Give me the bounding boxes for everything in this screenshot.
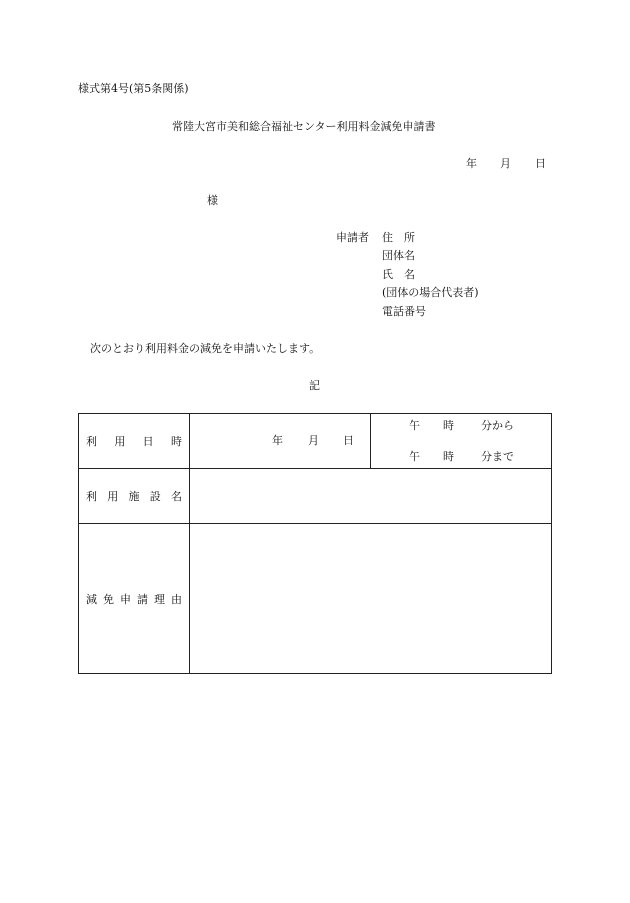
usage-datetime-label [79, 414, 190, 469]
label-char: 設 [149, 490, 161, 503]
applicant-phone-field: 電話番号 [382, 305, 426, 318]
label-char: 施 [128, 490, 140, 503]
time-from-suffix: 分から [481, 419, 514, 432]
time-to-noon: 午 [409, 450, 420, 463]
facility-name-label [79, 469, 190, 524]
label-char: 由 [171, 592, 182, 606]
time-from-hour: 時 [443, 419, 454, 432]
label-char: 理 [154, 592, 165, 606]
addressee-suffix: 様 [207, 194, 218, 207]
time-to-suffix: 分まで [481, 450, 514, 463]
date-year-label: 年 [466, 157, 477, 170]
label-char: 用 [114, 435, 126, 448]
document-title: 常陸大宮市美和総合福祉センター利用料金減免申請書 [172, 120, 436, 133]
time-to-hour: 時 [443, 450, 454, 463]
exemption-reason-label [79, 524, 190, 674]
label-char: 免 [103, 592, 114, 606]
date-month-label: 月 [500, 157, 511, 170]
exemption-reason-input[interactable] [190, 524, 552, 674]
label-char: 申 [120, 592, 131, 606]
form-number: 様式第4号(第5条関係) [78, 82, 189, 95]
exemption-reason-row [79, 524, 552, 674]
note-heading: 記 [309, 379, 320, 392]
application-table [78, 413, 552, 674]
label-char: 請 [137, 592, 148, 606]
usage-month-label: 月 [308, 434, 319, 447]
date-day-label: 日 [535, 157, 546, 170]
body-text: 次のとおり利用料金の減免を申請いたします。 [90, 342, 321, 355]
label-char: 利 [86, 435, 97, 448]
label-char: 利 [86, 490, 97, 503]
time-from-noon: 午 [409, 419, 420, 432]
applicant-address-field: 住 所 [382, 231, 415, 244]
applicant-name-field: 氏 名 [382, 268, 415, 281]
label-char: 名 [171, 490, 182, 503]
label-char: 用 [107, 490, 119, 503]
label-char: 日 [142, 435, 154, 448]
applicant-label: 申請者 [336, 231, 369, 244]
usage-date-cell[interactable] [190, 414, 371, 469]
usage-day-label: 日 [343, 434, 354, 447]
usage-datetime-row [79, 414, 552, 469]
label-char: 減 [86, 592, 97, 606]
applicant-representative-note: (団体の場合代表者) [382, 286, 479, 299]
usage-time-cell[interactable] [371, 414, 552, 469]
usage-year-label: 年 [272, 434, 283, 447]
facility-name-input[interactable] [190, 469, 552, 524]
label-char: 時 [170, 435, 182, 448]
applicant-group-field: 団体名 [382, 249, 415, 262]
facility-name-row [79, 469, 552, 524]
